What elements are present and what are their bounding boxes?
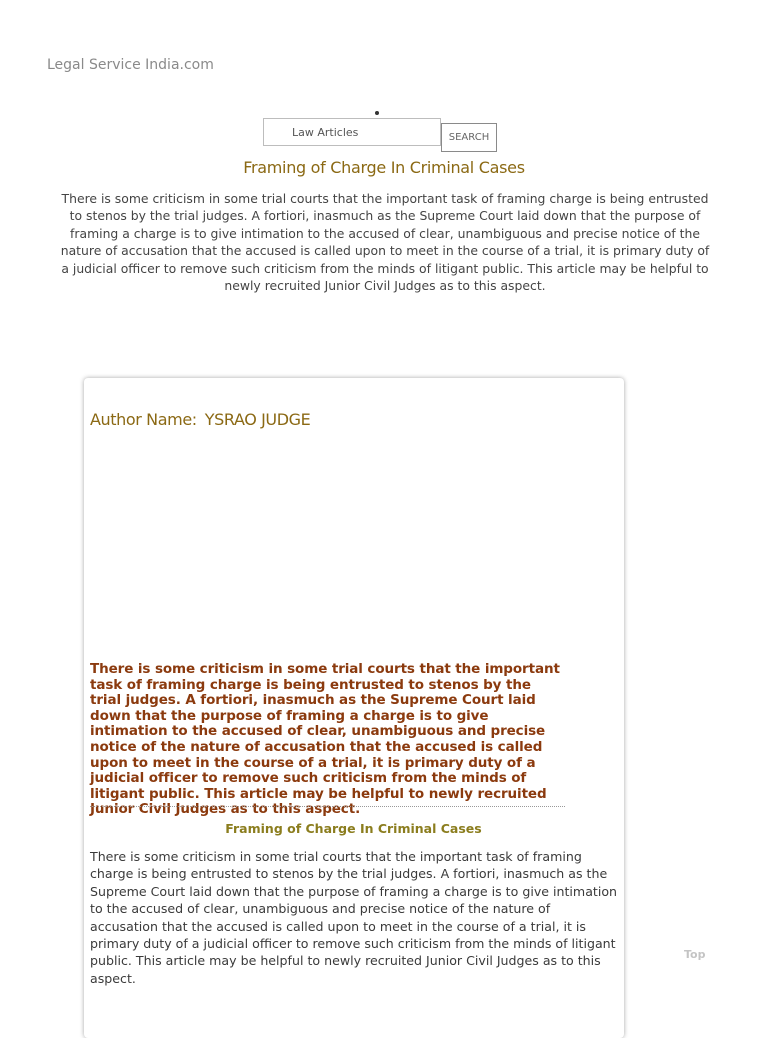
article-body: There is some criticism in some trial courts that the important task of framing charge is being entrusted to stenos by the trial judges. A fortiori, inasmuch as the Supreme Court laid down that the purpose of framing a charge is to give intimation to the accused of clear, unambiguous and precise notice of the nature of accusation that the accused is called upon to meet in the course of a trial, it is primary duty of a judicial officer to remove such criticism from the minds of litigant public. This article may be helpful to newly recruited Junior Civil Judges as to this aspect. xyxy=(90,849,618,986)
section-title: Framing of Charge In Criminal Cases xyxy=(225,821,482,836)
author-line xyxy=(90,410,310,429)
dotted-divider xyxy=(90,806,565,807)
back-to-top-button[interactable]: Top xyxy=(684,948,706,961)
author-name: YSRAO JUDGE xyxy=(204,410,311,429)
bullet-dot xyxy=(375,111,379,115)
site-name-link[interactable]: Legal Service India.com xyxy=(47,57,214,73)
article-card xyxy=(84,378,624,1038)
article-abstract: There is some criticism in some trial courts that the important task of framing charge is being entrusted to stenos by the trial judges. A fortiori, inasmuch as the Supreme Court laid down that the purpose of framing a charge is to give intimation to the accused of clear, unambiguous and precise notice of the nature of accusation that the accused is called upon to meet in the course of a trial, it is primary duty of a judicial officer to remove such criticism from the minds of litigant public. This article may be helpful to newly recruited Junior Civil Judges as to this aspect. xyxy=(90,661,560,818)
page-title: Framing of Charge In Criminal Cases xyxy=(243,158,525,177)
author-label: Author Name: xyxy=(90,410,197,429)
article-summary: There is some criticism in some trial courts that the important task of framing charge is being entrusted to stenos by the trial judges. A fortiori, inasmuch as the Supreme Court laid down that the purpose of framing a charge is to give intimation to the accused of clear, unambiguous and precise notice of the nature of accusation that the accused is called upon to meet in the course of a trial, it is primary duty of a judicial officer to remove such criticism from the minds of litigant public. This article may be helpful to newly recruited Junior Civil Judges as to this aspect. xyxy=(60,191,710,294)
search-input[interactable] xyxy=(263,118,441,146)
search-button[interactable]: SEARCH xyxy=(441,123,497,152)
